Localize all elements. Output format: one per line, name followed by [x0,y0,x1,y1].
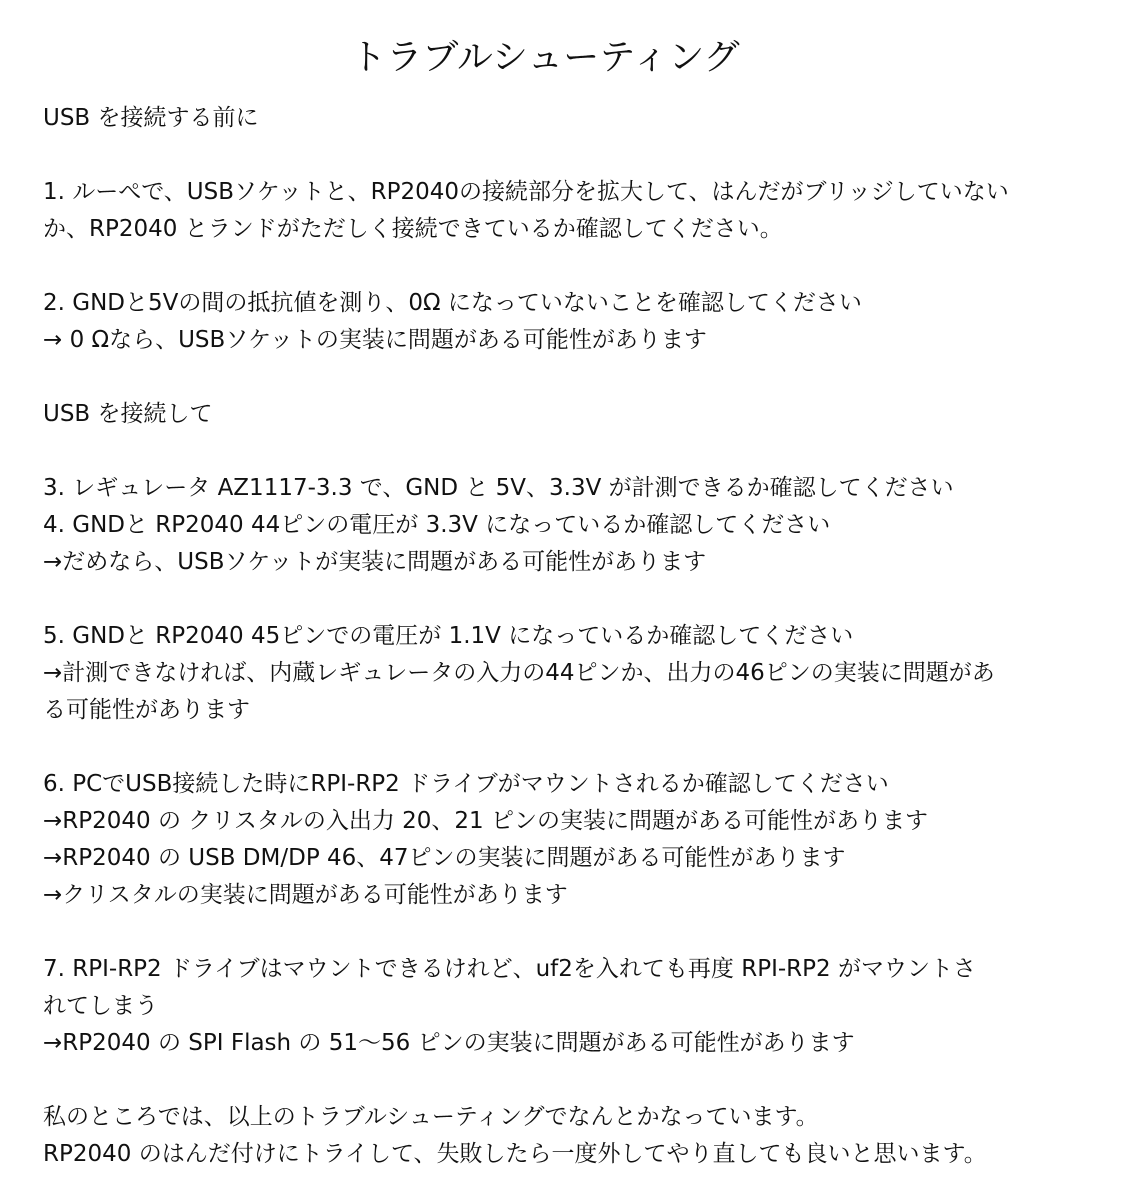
page-title: トラブルシューティング [350,37,740,78]
text-line: USB を接続して [43,401,213,427]
text-line: れてしまう [43,993,158,1019]
blank-line [43,359,1083,396]
blank-line [43,729,1083,766]
text-line: →RP2040 の クリスタルの入出力 20、21 ピンの実装に問題がある可能性があります [43,808,928,834]
text-line: →RP2040 の SPI Flash の 51〜56 ピンの実装に問題がある可能性があります [43,1030,855,1056]
blank-line [43,1062,1083,1099]
text-line: 3. レギュレータ AZ1117-3.3 で、GND と 5V、3.3V が計測できるか確認してください [43,475,954,501]
text-line: →クリスタルの実装に問題がある可能性があります [43,882,568,908]
text-line: 6. PCでUSB接続した時にRPI-RP2 ドライブがマウントされるか確認してください [43,771,889,797]
text-line: RP2040 のはんだ付けにトライして、失敗したら一度外してやり直しても良いと思います。 [43,1141,987,1167]
text-line: → 0 Ωなら、USBソケットの実装に問題がある可能性があります [43,327,707,353]
text-line: る可能性があります [43,697,250,723]
blank-line [43,433,1083,470]
text-line: →計測できなければ、内蔵レギュレータの入力の44ピンか、出力の46ピンの実装に問題があ [43,660,995,686]
text-line: →RP2040 の USB DM/DP 46、47ピンの実装に問題がある可能性があります [43,845,846,871]
text-line: 5. GNDと RP2040 45ピンでの電圧が 1.1V になっているか確認してください [43,623,854,649]
text-line: 4. GNDと RP2040 44ピンの電圧が 3.3V になっているか確認してください [43,512,831,538]
text-line: 7. RPI-RP2 ドライブはマウントできるけれど、uf2を入れても再度 RPI-RP2 がマウントさ [43,956,976,982]
blank-line [43,137,1083,174]
text-line: USB を接続する前に [43,105,259,131]
document-body [43,100,1083,1173]
blank-line [43,914,1083,951]
text-line: か、RP2040 とランドがただしく接続できているか確認してください。 [43,216,783,242]
text-line: 私のところでは、以上のトラブルシューティングでなんとかなっています。 [43,1104,819,1130]
text-line: 2. GNDと5Vの間の抵抗値を測り、0Ω になっていないことを確認してください [43,290,862,316]
text-line: 1. ルーぺで、USBソケットと、RP2040の接続部分を拡大して、はんだがブリッジしていない [43,179,1009,205]
text-line: →だめなら、USBソケットが実装に問題がある可能性があります [43,549,707,575]
blank-line [43,581,1083,618]
blank-line [43,248,1083,285]
